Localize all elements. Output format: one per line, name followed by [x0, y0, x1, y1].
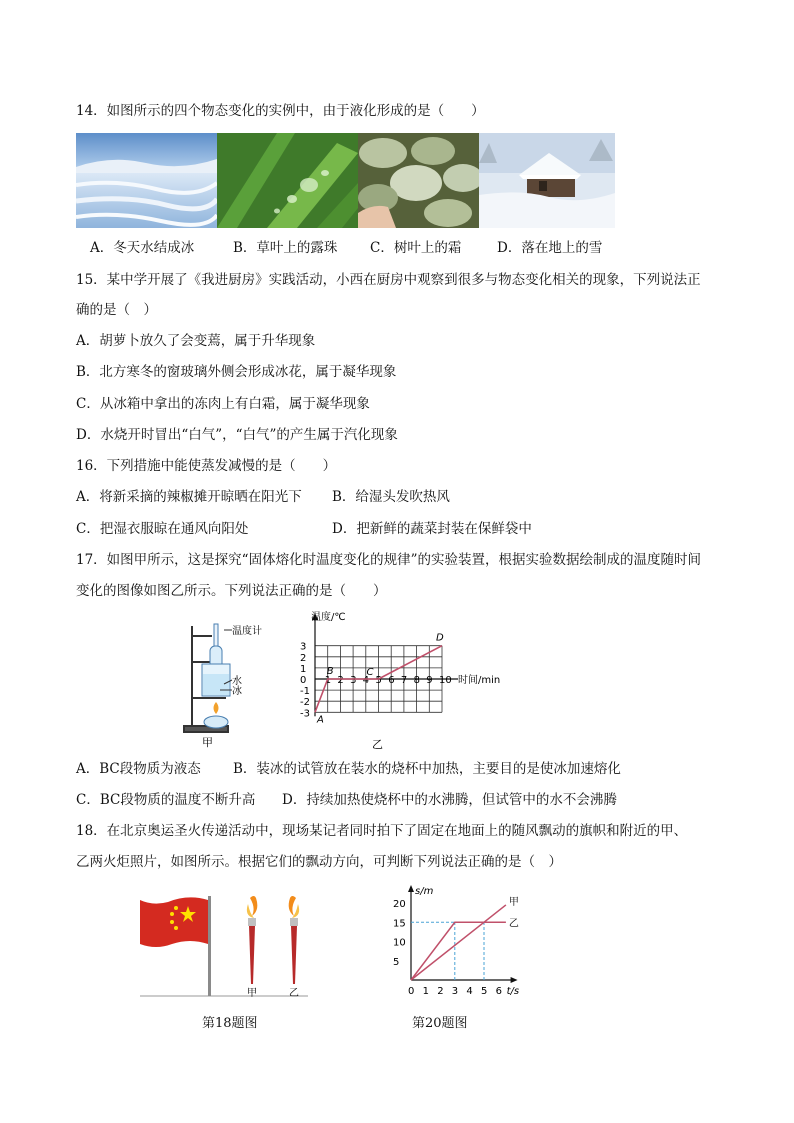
x-tick-label: 6 [388, 675, 395, 686]
x-tick-label: 7 [400, 675, 408, 686]
label-thermometer: 温度计 [232, 626, 262, 637]
caption-question-20: 第20题图 [412, 1016, 468, 1031]
q15-option-d[interactable]: D．水烧开时冒出“白气”，“白气”的产生属于汽化现象 [76, 427, 398, 443]
series-line-yi [411, 922, 506, 980]
y-tick-label: -1 [300, 686, 310, 698]
torch-jia [247, 896, 257, 984]
y-tick-label: -3 [300, 708, 310, 720]
y-tick-label: 1 [300, 663, 307, 675]
q14-option-a[interactable]: A．冬天水结成冰 [90, 240, 195, 256]
q14-option-d[interactable]: D．落在地上的雪 [497, 240, 603, 256]
point-label-a: A [317, 714, 324, 726]
y-tick-label: 20 [393, 899, 406, 910]
photo-dew-on-grass [217, 133, 358, 228]
q14-stem: 14．如图所示的四个物态变化的实例中，由于液化形成的是（ ） [76, 103, 485, 119]
y-axis-label: s/m [415, 886, 434, 897]
q17-option-b[interactable]: B．装冰的试管放在装水的烧杯中加热，主要目的是使冰加速熔化 [233, 761, 621, 777]
caption-jia: 甲 [202, 736, 213, 749]
x-tick-label: 4 [362, 675, 370, 686]
q17-stem-line2: 变化的图像如图乙所示。下列说法正确的是（ ） [76, 583, 387, 599]
q15-stem-line1: 15．某中学开展了《我进厨房》实践活动，小西在厨房中观察到很多与物态变化相关的现象，下列说法正 [76, 272, 701, 288]
photo-snow-on-ground [479, 133, 615, 228]
q15-option-c[interactable]: C．从冰箱中拿出的冻肉上有白霜，属于凝华现象 [76, 396, 370, 412]
series-label-yi: 乙 [508, 918, 519, 930]
q16-option-d[interactable]: D．把新鲜的蔬菜封装在保鲜袋中 [332, 521, 532, 537]
temperature-time-chart [292, 608, 514, 752]
q18-stem-line1: 18．在北京奥运圣火传递活动中，现场某记者同时拍下了固定在地面上的随风飘动的旗帜和附近的甲、 [76, 823, 688, 839]
x-tick-label: 5 [375, 675, 382, 686]
q18-stem-line2: 乙两火炬照片，如图所示。根据它们的飘动方向，可判断下列说法正确的是（ ） [76, 854, 562, 870]
x-tick-label: 4 [466, 986, 473, 997]
x-tick-label: 3 [350, 675, 357, 686]
y-tick-label: 2 [300, 652, 307, 664]
x-axis-label: t/s [506, 986, 520, 997]
distance-time-chart [392, 880, 532, 1002]
x-tick-label: 1 [422, 986, 429, 997]
point-label-b: B [326, 666, 334, 677]
x-axis-label: 时间/min [458, 675, 501, 686]
y-tick-label: 0 [300, 675, 307, 686]
x-tick-label: 10 [439, 675, 452, 686]
x-tick-label: 2 [437, 986, 444, 997]
q15-option-b[interactable]: B．北方寒冬的窗玻璃外侧会形成冰花，属于凝华现象 [76, 364, 397, 380]
x-tick-label: 1 [324, 675, 332, 686]
point-label-d: D [436, 632, 444, 644]
flag [140, 897, 208, 947]
melting-apparatus-figure [180, 618, 280, 750]
y-axis-label: 温度/℃ [311, 612, 346, 623]
q16-option-a[interactable]: A．将新采摘的辣椒摊开晾晒在阳光下 [76, 489, 302, 505]
label-water: 水 [232, 676, 242, 687]
q17-option-a[interactable]: A．BC段物质为液态 [76, 761, 201, 777]
q15-stem-line2: 确的是（ ） [76, 302, 157, 318]
x-tick-label: 2 [337, 675, 344, 686]
photo-frost-on-leaves [358, 133, 479, 228]
q16-option-b[interactable]: B．给湿头发吹热风 [332, 489, 450, 505]
photo-frozen-water [76, 133, 217, 228]
x-tick-label: 8 [413, 675, 420, 686]
q17-stem-line1: 17．如图甲所示，这是探究“固体熔化时温度变化的规律”的实验装置，根据实验数据绘制成的温度随时间 [76, 552, 701, 568]
y-tick-label: 5 [393, 956, 400, 968]
torch-label-yi: 乙 [289, 988, 299, 999]
beaker [202, 664, 230, 696]
x-tick-label: 9 [426, 675, 433, 686]
y-tick-label: 15 [393, 918, 406, 930]
q17-option-c[interactable]: C．BC段物质的温度不断升高 [76, 792, 256, 808]
q17-option-d[interactable]: D．持续加热使烧杯中的水沸腾，但试管中的水不会沸腾 [282, 792, 617, 808]
series-line-jia [411, 905, 506, 980]
q14-option-c[interactable]: C．树叶上的霜 [370, 240, 462, 256]
label-ice: 冰 [232, 686, 242, 697]
q16-option-c[interactable]: C．把湿衣服晾在通风向阳处 [76, 521, 249, 537]
caption-question-18: 第18题图 [202, 1016, 258, 1031]
point-label-c: C [366, 667, 374, 678]
series-label-jia: 甲 [508, 896, 519, 908]
x-tick-label: 3 [451, 986, 459, 997]
y-tick-label: 10 [393, 937, 406, 949]
flagpole [208, 896, 211, 996]
x-axis-arrow [511, 977, 518, 983]
q15-option-a[interactable]: A．胡萝卜放久了会变蔫，属于升华现象 [76, 333, 316, 349]
y-axis-arrow [408, 885, 414, 892]
chart-caption-yi: 乙 [372, 738, 383, 751]
torch-label-jia: 甲 [247, 988, 257, 999]
x-tick-label: 6 [495, 986, 502, 997]
y-tick-label: 3 [300, 641, 307, 653]
torch-yi [289, 896, 299, 984]
x-tick-label: 0 [408, 986, 415, 997]
x-tick-label: 5 [481, 986, 488, 997]
q16-stem: 16．下列措施中能使蒸发减慢的是（ ） [76, 458, 337, 474]
flag-torches-figure [138, 892, 310, 1000]
q14-option-b[interactable]: B．草叶上的露珠 [233, 240, 338, 256]
alcohol-lamp [204, 702, 228, 728]
y-tick-label: -2 [300, 697, 310, 709]
